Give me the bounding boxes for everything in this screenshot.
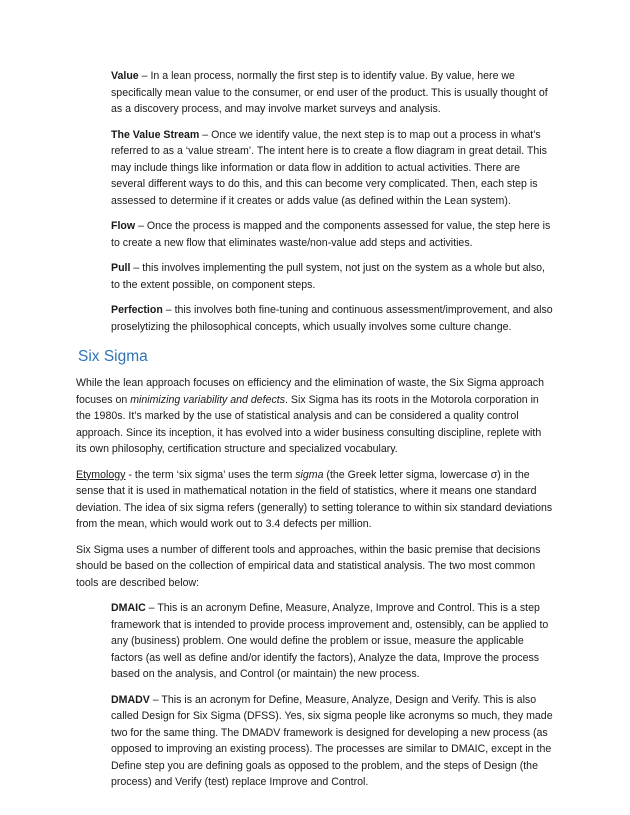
paragraph-dmaic bbox=[111, 600, 554, 683]
text-value-stream: – Once we identify value, the next step is to map out a process in what’s referred to as a ‘value stream’. The intent here is to create a flow diagram in great detail. This may include things like information or data flow in addition to actual activities. There are several different ways to do this, and this can become very complicated. Then, each step is assessed to determine if it creates or adds value (as defined within the Lean system). bbox=[111, 128, 547, 207]
paragraph-pull bbox=[111, 260, 554, 293]
etymology-emphasis: sigma bbox=[295, 468, 324, 481]
paragraph-perfection bbox=[111, 302, 554, 335]
text-pull: – this involves implementing the pull system, not just on the system as a whole but also, to the extent possible, on component steps. bbox=[111, 262, 545, 291]
term-pull: Pull bbox=[111, 262, 131, 274]
etymology-text-b: (the Greek letter sigma, lowercase σ) in the sense that it is used in mathematical notation in the field of statistics, where it means one standard deviation. The idea of six sigma refers (generally) to setting tolerance to within six standard deviations from the mean, which would work out to 3.4 defects per million. bbox=[76, 468, 553, 530]
text-dmaic: – This is an acronym Define, Measure, Analyze, Improve and Control. This is a step framework that is intended to provide process improvement and, ostensibly, can be applied to any (business) problem. One would define the problem or issue, measure the applicable factors (as well as define and/or identify the factors), Analyze the data, Improve the process based on the analysis, and Control (or maintain) the new process. bbox=[111, 602, 549, 680]
term-value-stream: The Value Stream bbox=[111, 128, 200, 141]
text-flow: – Once the process is mapped and the components assessed for value, the step here is to create a new flow that eliminates waste/non-value add steps and activities. bbox=[111, 220, 551, 249]
paragraph-flow bbox=[111, 218, 554, 251]
intro-text-a: While the lean approach focuses on efficiency and the elimination of waste, the Six Sigma approach focuses on bbox=[76, 377, 544, 406]
text-value: – In a lean process, normally the first step is to identify value. By value, here we specifically mean value to the consumer, or end user of the product. This is usually thought of as a discovery process, and may involve market surveys and analysis. bbox=[111, 70, 548, 115]
paragraph-value bbox=[111, 68, 554, 118]
etymology-label: Etymology bbox=[76, 468, 126, 481]
paragraph-value-stream bbox=[111, 127, 554, 210]
paragraph-intro bbox=[76, 375, 554, 458]
term-flow: Flow bbox=[111, 220, 136, 232]
section-heading-six-sigma: Six Sigma bbox=[78, 348, 148, 365]
term-value: Value bbox=[111, 70, 139, 82]
text-perfection: – this involves both fine-tuning and continuous assessment/improvement, and also proselytizing the philosophical concepts, which usually involves some culture change. bbox=[111, 304, 553, 333]
paragraph-dmadv bbox=[111, 692, 554, 791]
text-dmadv: – This is an acronym for Define, Measure, Analyze, Design and Verify. This is also called Design for Six Sigma (DFSS). Yes, six sigma people like acronyms so much, they made two for the same thing. The DMADV framework is designed for developing a new process (as opposed to improving an existing process). The processes are similar to DMAIC, except in the Define step you are defining goals as opposed to the problem, and the steps of Design (the process) and Verify (test) replace Improve and Control. bbox=[111, 693, 553, 788]
term-dmadv: DMADV bbox=[111, 693, 150, 706]
intro-text-b: . Six Sigma has its roots in the Motorola corporation in the 1980s. It’s marked by the use of statistical analysis and can be considered a quality control approach. Since its inception, it has evolved into a wider business consulting discipline, replete with its own philosophy, certification structure and specialized vocabulary. bbox=[76, 393, 542, 455]
term-dmaic: DMAIC bbox=[111, 602, 146, 614]
intro-emphasis: minimizing variability and defects bbox=[130, 393, 286, 406]
term-perfection: Perfection bbox=[111, 304, 163, 316]
paragraph-tools: Six Sigma uses a number of different tools and approaches, within the basic premise that decisions should be based on the collection of empirical data and statistical analysis. The two most common tools are described below: bbox=[76, 543, 541, 589]
etymology-text-a: - the term ‘six sigma’ uses the term bbox=[125, 468, 296, 481]
paragraph-etymology bbox=[76, 467, 554, 533]
